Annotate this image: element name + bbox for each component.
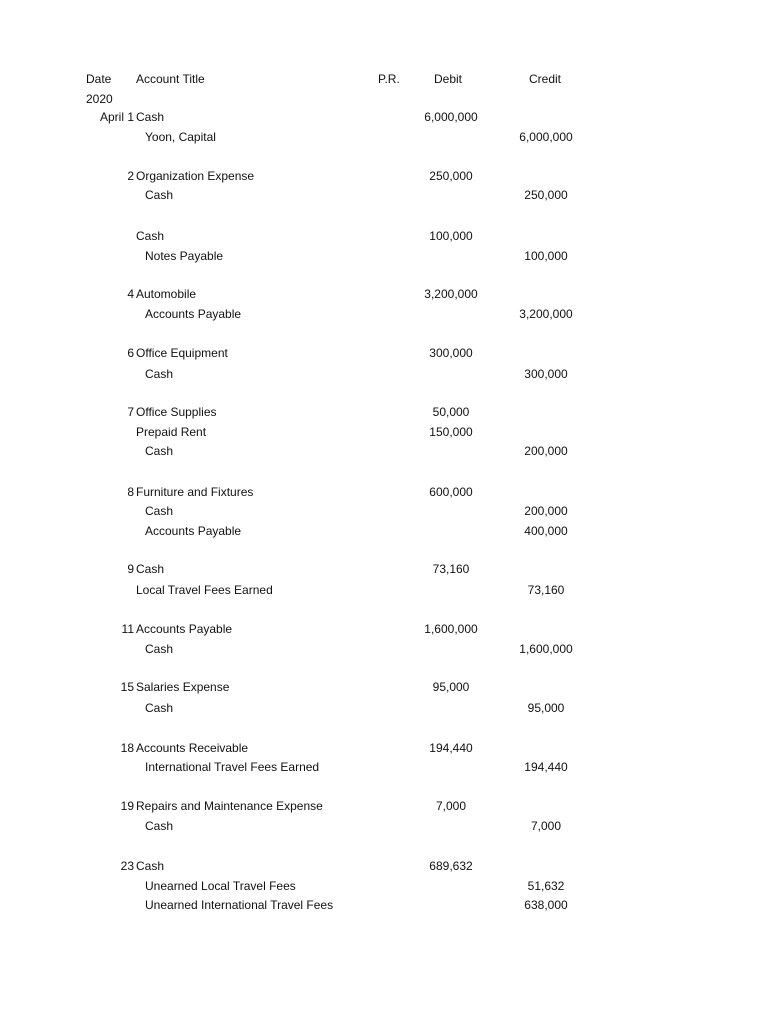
credit-amount: 400,000 (524, 524, 568, 538)
entry-date: 6 (127, 346, 134, 360)
journal-row (0, 621, 768, 637)
journal-row (0, 248, 768, 264)
account-title: Accounts Payable (145, 524, 242, 538)
debit-amount: 250,000 (429, 169, 473, 183)
debit-amount: 100,000 (429, 229, 473, 243)
account-title: Local Travel Fees Earned (136, 583, 273, 597)
debit-amount: 6,000,000 (424, 110, 478, 124)
debit-amount: 300,000 (429, 346, 473, 360)
account-title: Office Equipment (136, 346, 228, 360)
journal-row (0, 345, 768, 361)
debit-amount: 1,600,000 (424, 622, 478, 636)
header-pr: P.R. (378, 72, 400, 86)
journal-row (0, 168, 768, 184)
account-title: Yoon, Capital (145, 130, 216, 144)
journal-row (0, 306, 768, 322)
journal-row (0, 286, 768, 302)
journal-row (0, 443, 768, 459)
journal-row (0, 582, 768, 598)
journal-row (0, 424, 768, 440)
journal-row (0, 187, 768, 203)
account-title: Cash (136, 229, 165, 243)
credit-amount: 100,000 (524, 249, 568, 263)
journal-row (0, 523, 768, 539)
account-title: Cash (145, 701, 174, 715)
entry-date: April 1 (99, 110, 134, 124)
account-title: Cash (145, 444, 174, 458)
credit-amount: 638,000 (524, 898, 568, 912)
credit-amount: 7,000 (530, 819, 562, 833)
account-title: Automobile (136, 287, 197, 301)
journal-year: 2020 (86, 92, 113, 106)
journal-row (0, 858, 768, 874)
journal-row (0, 679, 768, 695)
journal-row (0, 404, 768, 420)
credit-amount: 194,440 (524, 760, 568, 774)
debit-amount: 689,632 (429, 859, 473, 873)
journal-row (0, 641, 768, 657)
journal-row (0, 818, 768, 834)
journal-row (0, 561, 768, 577)
account-title: Cash (136, 110, 165, 124)
account-title: Salaries Expense (136, 680, 230, 694)
entry-date: 8 (127, 485, 134, 499)
credit-amount: 3,200,000 (519, 307, 573, 321)
credit-amount: 95,000 (527, 701, 565, 715)
account-title: Organization Expense (136, 169, 255, 183)
journal-row (0, 366, 768, 382)
account-title: Repairs and Maintenance Expense (136, 799, 323, 813)
journal-row (0, 228, 768, 244)
header-debit: Debit (434, 72, 463, 86)
header-date: Date (86, 72, 112, 86)
header-account-title: Account Title (136, 72, 205, 86)
journal-row (0, 129, 768, 145)
debit-amount: 50,000 (432, 405, 470, 419)
entry-date: 9 (127, 562, 134, 576)
account-title: Unearned International Travel Fees (145, 898, 334, 912)
credit-amount: 51,632 (527, 879, 565, 893)
debit-amount: 73,160 (432, 562, 470, 576)
journal-row (0, 740, 768, 756)
credit-amount: 73,160 (527, 583, 565, 597)
entry-date: 19 (120, 799, 134, 813)
account-title: Cash (136, 859, 165, 873)
account-title: Prepaid Rent (136, 425, 207, 439)
account-title: International Travel Fees Earned (145, 760, 320, 774)
credit-amount: 200,000 (524, 444, 568, 458)
account-title: Furniture and Fixtures (136, 485, 254, 499)
header-credit: Credit (529, 72, 562, 86)
credit-amount: 6,000,000 (519, 130, 573, 144)
account-title: Cash (145, 367, 174, 381)
account-title: Notes Payable (145, 249, 224, 263)
account-title: Cash (136, 562, 165, 576)
journal-row (0, 484, 768, 500)
account-title: Office Supplies (136, 405, 217, 419)
debit-amount: 7,000 (435, 799, 467, 813)
entry-date: 2 (127, 169, 134, 183)
entry-date: 18 (120, 741, 134, 755)
account-title: Accounts Payable (145, 307, 242, 321)
debit-amount: 3,200,000 (424, 287, 478, 301)
entry-date: 15 (120, 680, 134, 694)
account-title: Cash (145, 642, 174, 656)
debit-amount: 150,000 (429, 425, 473, 439)
debit-amount: 95,000 (432, 680, 470, 694)
journal-row (0, 109, 768, 125)
journal-row (0, 878, 768, 894)
account-title: Cash (145, 819, 174, 833)
account-title: Cash (145, 188, 174, 202)
debit-amount: 194,440 (429, 741, 473, 755)
entry-date: 11 (121, 622, 134, 636)
credit-amount: 250,000 (524, 188, 568, 202)
entry-date: 4 (127, 287, 134, 301)
journal-row (0, 503, 768, 519)
credit-amount: 200,000 (524, 504, 568, 518)
account-title: Accounts Payable (136, 622, 233, 636)
journal-row (0, 897, 768, 913)
journal-row (0, 700, 768, 716)
journal-row (0, 759, 768, 775)
credit-amount: 1,600,000 (519, 642, 573, 656)
account-title: Cash (145, 504, 174, 518)
entry-date: 23 (120, 859, 134, 873)
account-title: Unearned Local Travel Fees (145, 879, 296, 893)
account-title: Accounts Receivable (136, 741, 249, 755)
debit-amount: 600,000 (429, 485, 473, 499)
journal-row (0, 798, 768, 814)
entry-date: 7 (127, 405, 134, 419)
credit-amount: 300,000 (524, 367, 568, 381)
